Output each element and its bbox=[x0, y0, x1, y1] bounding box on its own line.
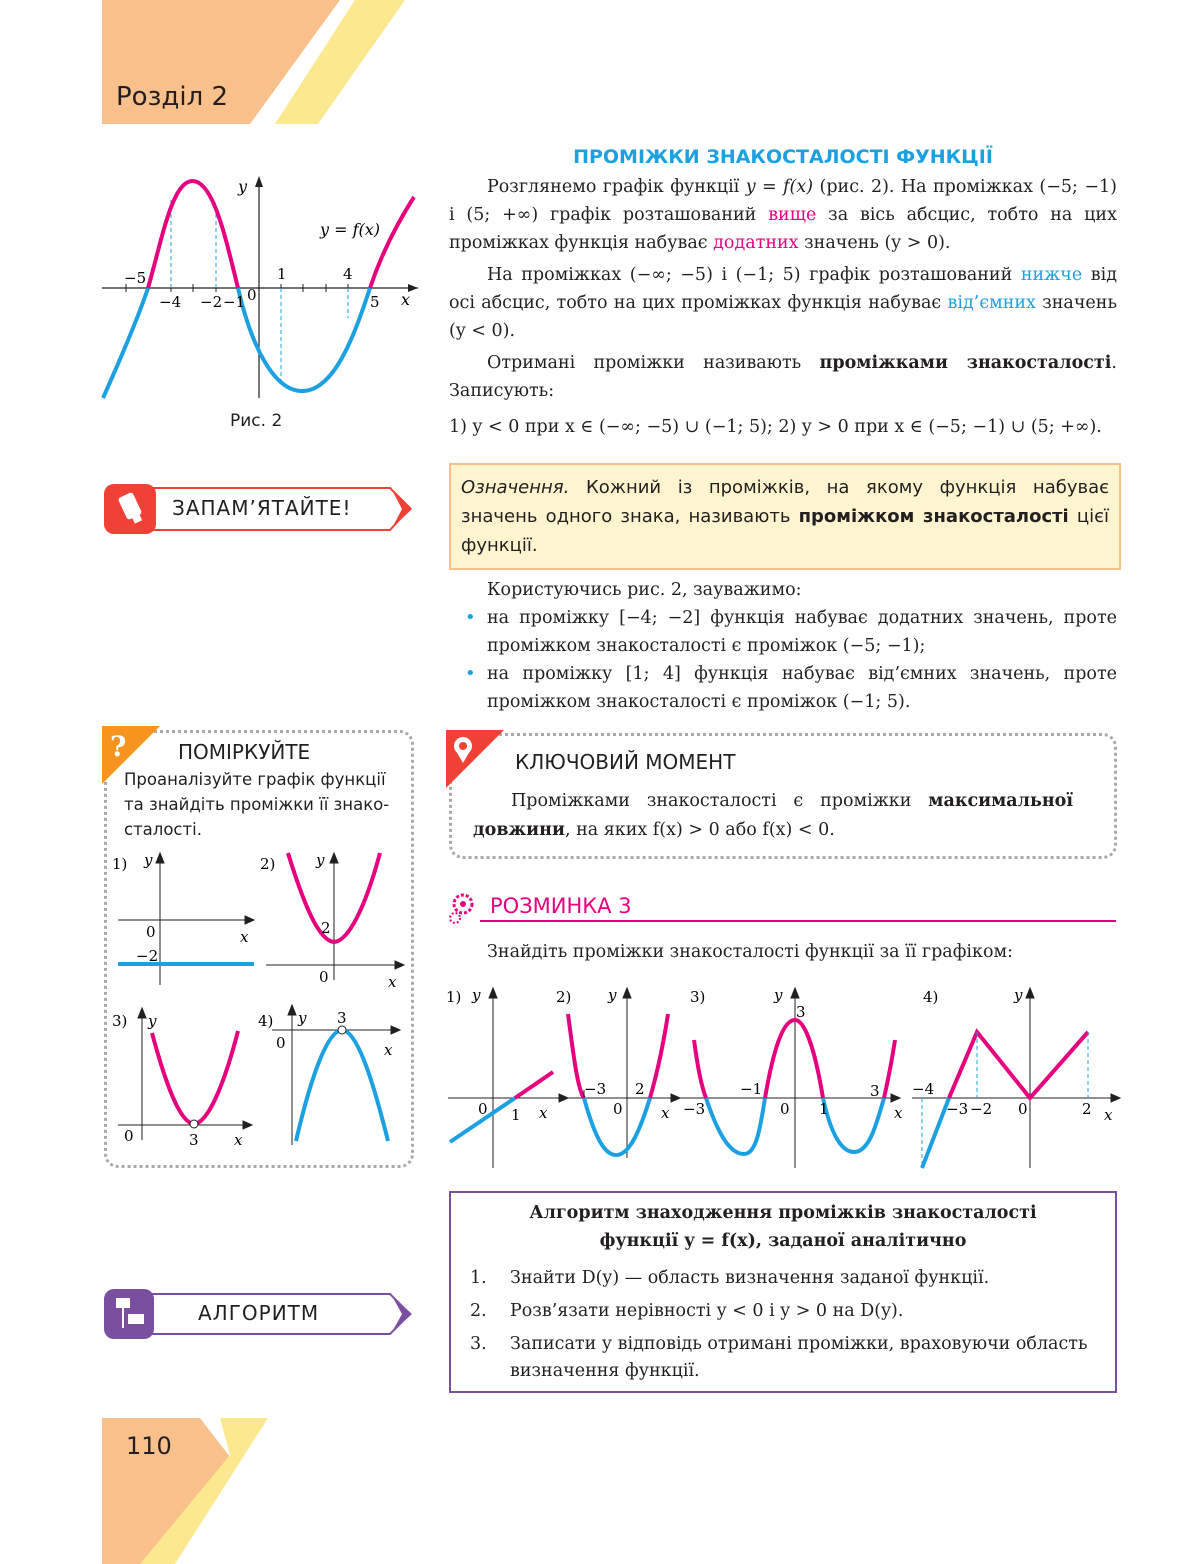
gears-icon bbox=[446, 890, 480, 926]
intro-text: Розглянемо графік функції y = f(x) (рис. 2). На проміжках (−5; −1) і (5; +∞) графік розташований вище за вісь абсцис, тобто на цих проміжках функція набуває додатних значень (y > 0). На проміжках (−∞; −5) і (−1; 5) графік розташований нижче від осі абсцис, тобто на цих проміжках функція набуває від’ємних значень (y < 0). Отримані проміжки називають проміжками знакосталості. Записують: 1) y < 0 при x ∈ (−∞; −5) ∪ (−1; 5); 2) y > 0 при x ∈ (−5; −1) ∪ (5; +∞). bbox=[449, 177, 1117, 437]
tick-label: 1 bbox=[277, 265, 287, 283]
svg-text:y: y bbox=[774, 986, 783, 1004]
svg-text:2: 2 bbox=[1082, 1100, 1092, 1118]
svg-text:?: ? bbox=[110, 730, 127, 763]
svg-text:y: y bbox=[144, 851, 153, 869]
warmup-underline bbox=[480, 920, 1116, 922]
svg-text:−3: −3 bbox=[683, 1100, 706, 1118]
tick-label: 0 bbox=[247, 286, 257, 304]
svg-text:x: x bbox=[388, 973, 397, 991]
svg-text:2: 2 bbox=[321, 919, 331, 937]
svg-text:1): 1) bbox=[446, 988, 462, 1006]
svg-text:2): 2) bbox=[260, 855, 276, 873]
think-graphs bbox=[104, 845, 408, 1155]
tick-label: 5 bbox=[370, 293, 380, 311]
svg-text:y: y bbox=[608, 986, 617, 1004]
svg-text:0: 0 bbox=[478, 1100, 488, 1118]
algorithm-title: Алгоритм знаходження проміжків знакосталості функції y = f(x), заданої аналітично bbox=[529, 1203, 1037, 1251]
svg-text:4): 4) bbox=[923, 988, 939, 1006]
svg-text:0: 0 bbox=[780, 1100, 790, 1118]
svg-text:0: 0 bbox=[124, 1127, 134, 1145]
svg-text:3: 3 bbox=[189, 1131, 199, 1149]
svg-text:0: 0 bbox=[276, 1034, 286, 1052]
svg-text:3): 3) bbox=[112, 1012, 128, 1030]
key-moment-title: КЛЮЧОВИЙ МОМЕНТ bbox=[515, 750, 736, 774]
svg-text:−3: −3 bbox=[946, 1100, 969, 1118]
svg-text:3): 3) bbox=[690, 988, 706, 1006]
remember-label: ЗАПАМ’ЯТАЙТЕ! bbox=[172, 496, 352, 520]
svg-text:0: 0 bbox=[319, 968, 329, 986]
svg-text:−2: −2 bbox=[970, 1100, 993, 1118]
svg-text:y: y bbox=[298, 1009, 307, 1027]
svg-text:0: 0 bbox=[146, 923, 156, 941]
x-axis-label: x bbox=[401, 290, 411, 309]
svg-text:y: y bbox=[316, 851, 325, 869]
svg-text:2): 2) bbox=[556, 988, 572, 1006]
svg-text:1: 1 bbox=[819, 1100, 829, 1118]
tick-label: 4 bbox=[343, 265, 353, 283]
algorithm-label: АЛГОРИТМ bbox=[198, 1301, 320, 1325]
svg-text:y: y bbox=[1014, 986, 1023, 1004]
svg-text:x: x bbox=[240, 928, 249, 946]
page-title: ПРОМІЖКИ ЗНАКОСТАЛОСТІ ФУНКЦІЇ bbox=[573, 146, 993, 168]
definition-box: Означення. Кожний із проміжків, на якому функція набуває значень одного знака, називають проміжком знакосталості цієї функції. bbox=[449, 463, 1121, 570]
curve-negative-valley bbox=[238, 288, 370, 391]
curve-positive-hump bbox=[148, 181, 238, 288]
list-item: 2. Розв’язати нерівності y < 0 і y > 0 на D(y). bbox=[470, 1301, 904, 1321]
algorithm-steps bbox=[470, 1265, 1090, 1385]
location-pin-icon bbox=[446, 730, 506, 790]
warmup-graphs bbox=[440, 980, 1130, 1175]
svg-text:2: 2 bbox=[635, 1080, 645, 1098]
curve-positive-right bbox=[370, 197, 414, 288]
curve-negative-left bbox=[103, 288, 148, 398]
main-function-graph bbox=[100, 170, 420, 410]
page-number: 110 bbox=[126, 1432, 172, 1460]
svg-text:−4: −4 bbox=[912, 1080, 935, 1098]
list-item: • на проміжку [1; 4] функція набуває від’ємних значень, проте проміжком знакосталості є проміжок (−1; 5). bbox=[465, 663, 1117, 712]
list-item: 3. Записати у відповідь отримані проміжки, враховуючи область визначення функції. bbox=[470, 1334, 1088, 1381]
svg-text:3: 3 bbox=[870, 1082, 880, 1100]
svg-text:x: x bbox=[661, 1104, 670, 1122]
think-title: ПОМІРКУЙТЕ bbox=[178, 740, 311, 764]
svg-text:0: 0 bbox=[1018, 1100, 1028, 1118]
tick-label: −5 bbox=[124, 269, 147, 287]
svg-text:1: 1 bbox=[511, 1106, 521, 1124]
list-item: 1. Знайти D(y) — область визначення заданої функції. bbox=[470, 1268, 990, 1288]
section-title: Розділ 2 bbox=[116, 82, 229, 112]
svg-text:3: 3 bbox=[337, 1009, 347, 1027]
warmup-title: РОЗМИНКА 3 bbox=[490, 894, 632, 918]
svg-text:−2: −2 bbox=[136, 947, 159, 965]
tick-label: −4 bbox=[159, 293, 182, 311]
svg-text:0: 0 bbox=[613, 1100, 623, 1118]
function-label: y = f(x) bbox=[320, 220, 381, 239]
list-item: • на проміжку [−4; −2] функція набуває додатних значень, проте проміжком знакосталості є проміжок (−5; −1); bbox=[465, 607, 1117, 656]
svg-text:x: x bbox=[234, 1131, 243, 1149]
svg-text:1): 1) bbox=[112, 855, 128, 873]
svg-text:3: 3 bbox=[796, 1003, 806, 1021]
y-axis-label: y bbox=[238, 177, 248, 196]
svg-text:x: x bbox=[384, 1041, 393, 1059]
svg-text:4): 4) bbox=[258, 1012, 274, 1030]
svg-text:−1: −1 bbox=[740, 1080, 763, 1098]
think-text: Проаналізуйте графік функції та знайдіть проміжки її знако-сталості. bbox=[124, 770, 390, 839]
tick-label: −1 bbox=[223, 293, 246, 311]
figure-caption: Рис. 2 bbox=[230, 411, 283, 431]
key-moment-text: Проміжками знакосталості є проміжки максимальної довжини, на яких f(x) > 0 або f(x) < 0. bbox=[473, 791, 1073, 840]
svg-text:x: x bbox=[1104, 1106, 1113, 1124]
svg-text:x: x bbox=[539, 1104, 548, 1122]
warmup-task: Знайдіть проміжки знакосталості функції за її графіком: bbox=[487, 942, 1013, 962]
svg-text:−3: −3 bbox=[584, 1080, 607, 1098]
svg-text:y: y bbox=[148, 1012, 157, 1030]
notes: Користуючись рис. 2, зауважимо: • на проміжку [−4; −2] функція набуває додатних значень, проте проміжком знакосталості є проміжок (−5; −1); • на проміжку [1; 4] функція набуває від’ємних значень, проте проміжком знакосталості є проміжок (−1; 5). bbox=[449, 576, 1117, 716]
svg-text:x: x bbox=[894, 1104, 903, 1122]
tick-label: −2 bbox=[200, 293, 223, 311]
svg-text:y: y bbox=[472, 986, 481, 1004]
